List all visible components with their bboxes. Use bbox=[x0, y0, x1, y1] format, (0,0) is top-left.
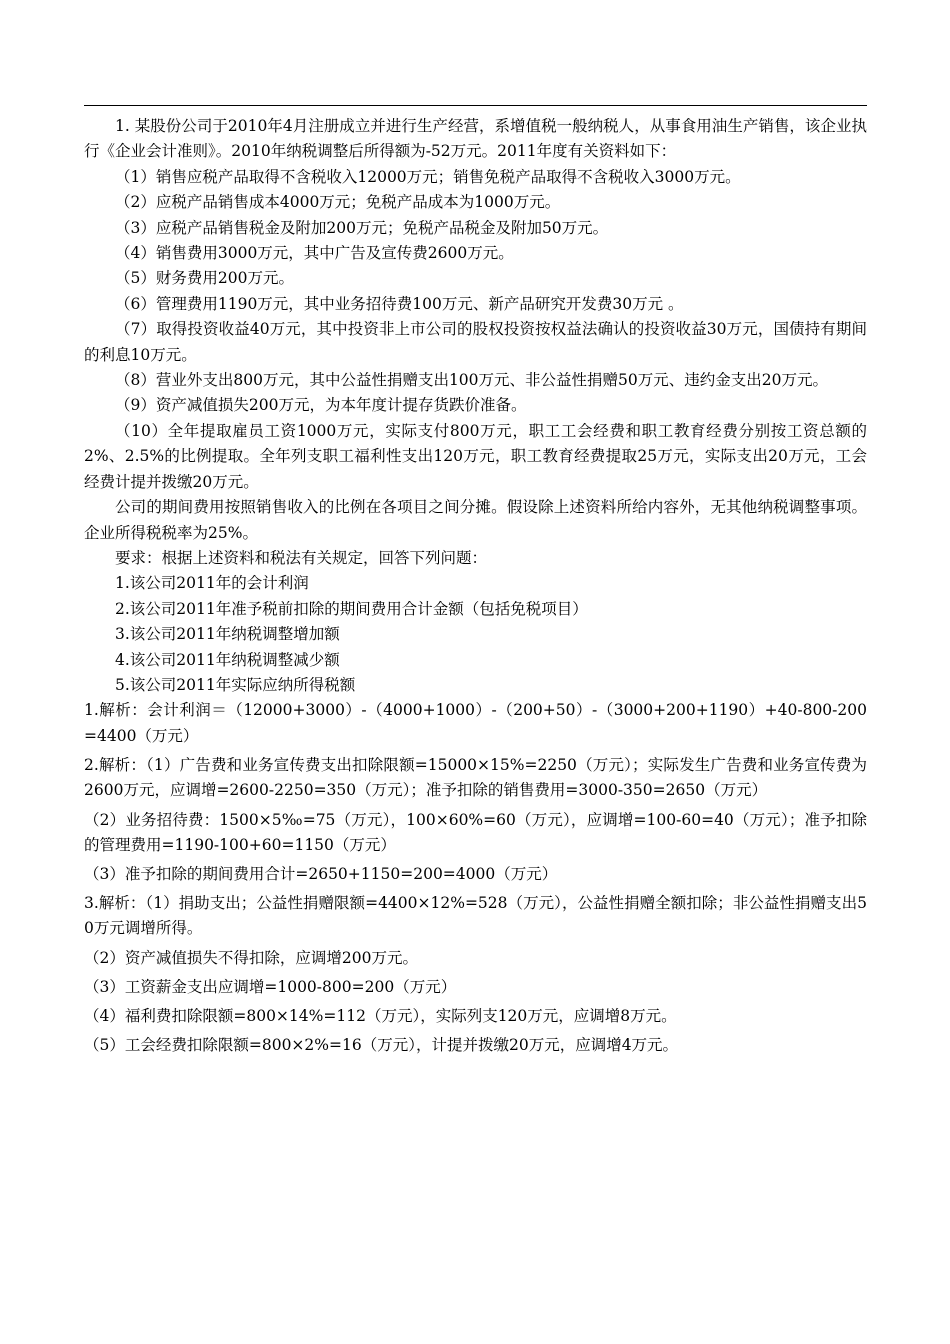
answer-paragraph: （3）工资薪金支出应调增=1000-800=200（万元） bbox=[84, 977, 457, 996]
header-rule bbox=[84, 105, 867, 106]
answer-paragraph: （4）福利费扣除限额=800×14%=112（万元），实际列支120万元，应调增8万元。 bbox=[84, 1006, 677, 1025]
question-item: （4）销售费用3000万元，其中广告及宣传费2600万元。 bbox=[115, 244, 514, 263]
question-item: （9）资产减值损失200万元，为本年度计提存货跌价准备。 bbox=[115, 396, 527, 415]
answer-paragraph: （2）资产减值损失不得扣除，应调增200万元。 bbox=[84, 948, 418, 967]
requirement: 要求：根据上述资料和税法有关规定，回答下列问题： bbox=[115, 548, 488, 567]
answer-paragraph: （2）业务招待费：1500×5‰=75（万元），100×60%=60（万元），应调增=100-60=40（万元）；准予扣除的管理费用=1190-100+60=1150（万元） bbox=[84, 810, 867, 854]
question-item: （6）管理费用1190万元，其中业务招待费100万元、新产品研究开发费30万元 。 bbox=[115, 294, 684, 313]
document-body bbox=[84, 114, 867, 1058]
sub-question: 1.该公司2011年的会计利润 bbox=[115, 574, 309, 593]
sub-question: 3.该公司2011年纳税调整增加额 bbox=[115, 625, 340, 644]
answer-paragraph: 1.解析：会计利润＝（12000+3000）-（4000+1000）-（200+50）-（3000+200+1190）+40-800-200=4400（万元） bbox=[84, 701, 867, 745]
answer-paragraph: （3）准予扣除的期间费用合计=2650+1150=200=4000（万元） bbox=[84, 864, 558, 883]
sub-question: 4.该公司2011年纳税调整减少额 bbox=[115, 650, 340, 669]
question-item: （10）全年提取雇员工资1000万元，实际支付800万元，职工工会经费和职工教育经费分别按工资总额的2%、2.5%的比例提取。全年列支职工福利性支出120万元，职工教育经费提取25万元，实际支出20万元，工会经费计提并拨缴20万元。 bbox=[84, 421, 867, 491]
answer-paragraph: （5）工会经费扣除限额=800×2%=16（万元），计提并拨缴20万元，应调增4万元。 bbox=[84, 1036, 679, 1055]
answer-paragraph: 3.解析：（1）捐助支出；公益性捐赠限额=4400×12%=528（万元），公益性捐赠全额扣除；非公益性捐赠支出50万元调增所得。 bbox=[84, 894, 867, 938]
question-item: （3）应税产品销售税金及附加200万元；免税产品税金及附加50万元。 bbox=[115, 218, 609, 237]
question-item: （1）销售应税产品取得不含税收入12000万元；销售免税产品取得不含税收入3000万元。 bbox=[115, 167, 741, 186]
question-item: （2）应税产品销售成本4000万元；免税产品成本为1000万元。 bbox=[115, 193, 561, 212]
question-item: （7）取得投资收益40万元，其中投资非上市公司的股权投资按权益法确认的投资收益30万元，国债持有期间的利息10万元。 bbox=[84, 320, 867, 364]
question-item: （5）财务费用200万元。 bbox=[115, 269, 294, 288]
question-note: 公司的期间费用按照销售收入的比例在各项目之间分摊。假设除上述资料所给内容外，无其他纳税调整事项。企业所得税税率为25%。 bbox=[84, 498, 867, 542]
question-item: （8）营业外支出800万元，其中公益性捐赠支出100万元、非公益性捐赠50万元、违约金支出20万元。 bbox=[115, 371, 828, 390]
answer-paragraph: 2.解析：（1）广告费和业务宣传费支出扣除限额=15000×15%=2250（万元）；实际发生广告费和业务宣传费为2600万元，应调增=2600-2250=350（万元）；准予扣除的销售费用=3000-350=2650（万元） bbox=[84, 756, 867, 800]
question-intro: 1. 某股份公司于2010年4月注册成立并进行生产经营，系增值税一般纳税人，从事食用油生产销售，该企业执行《企业会计准则》。2010年纳税调整后所得额为-52万元。2011年度有关资料如下： bbox=[84, 117, 867, 161]
sub-question: 5.该公司2011年实际应纳所得税额 bbox=[115, 675, 356, 694]
sub-question: 2.该公司2011年准予税前扣除的期间费用合计金额（包括免税项目） bbox=[115, 599, 588, 618]
